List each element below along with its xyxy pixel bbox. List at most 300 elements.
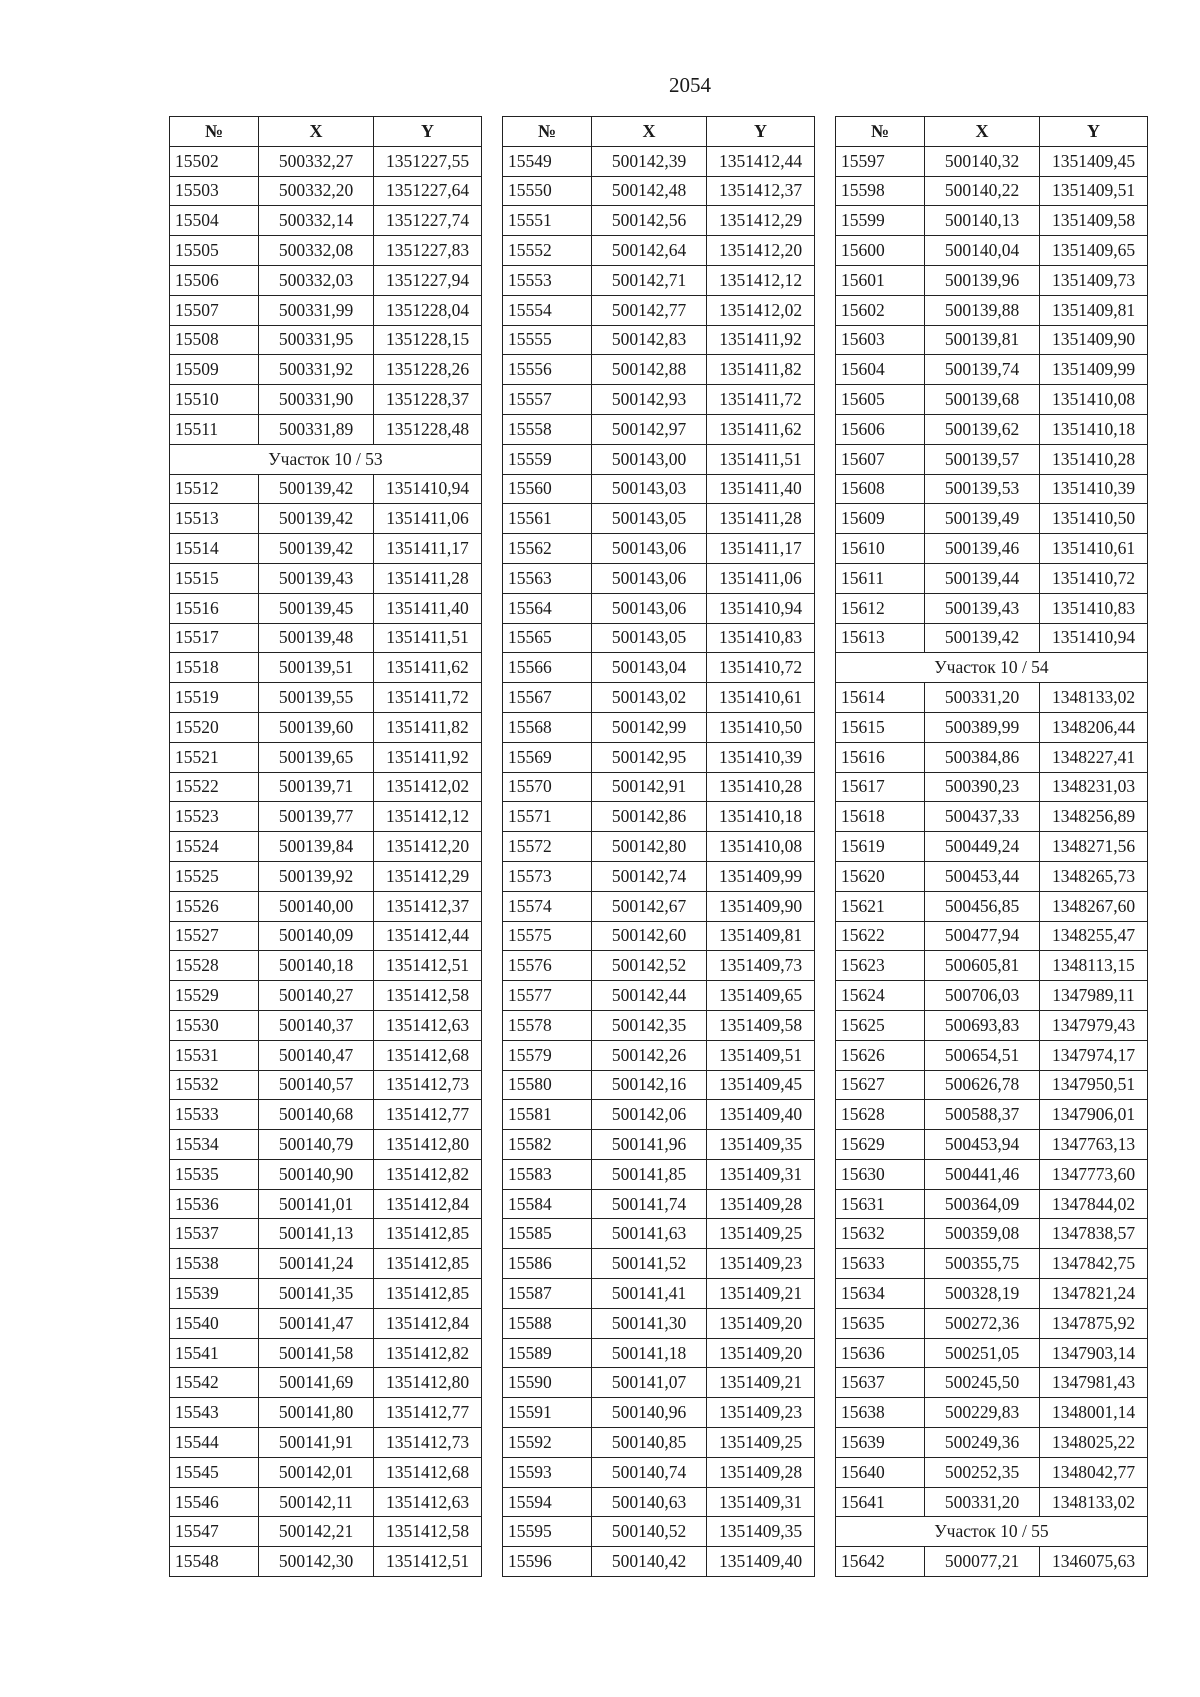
- cell-x: 500588,37: [925, 1100, 1040, 1130]
- cell-number: 15561: [503, 504, 592, 534]
- cell-x: 500140,27: [259, 981, 374, 1011]
- table-row: [170, 921, 482, 951]
- cell-y: 1351410,28: [1040, 444, 1148, 474]
- cell-number: 15542: [170, 1368, 259, 1398]
- cell-y: 1351409,58: [1040, 206, 1148, 236]
- cell-y: 1351410,83: [1040, 593, 1148, 623]
- table-row: [836, 1249, 1148, 1279]
- cell-number: 15606: [836, 414, 925, 444]
- cell-x: 500140,22: [925, 176, 1040, 206]
- cell-y: 1351412,73: [374, 1070, 482, 1100]
- table-row: [836, 206, 1148, 236]
- table-row: [836, 1279, 1148, 1309]
- table-row: [170, 534, 482, 564]
- cell-number: 15541: [170, 1338, 259, 1368]
- coordinates-table-right: [835, 116, 1148, 1577]
- section-title: Участок 10 / 54: [836, 653, 1148, 683]
- cell-number: 15570: [503, 772, 592, 802]
- table-row: [503, 1010, 815, 1040]
- cell-number: 15587: [503, 1279, 592, 1309]
- cell-x: 500359,08: [925, 1219, 1040, 1249]
- cell-y: 1351410,72: [707, 653, 815, 683]
- header-x: X: [259, 117, 374, 147]
- table-row: [170, 1219, 482, 1249]
- cell-x: 500140,37: [259, 1010, 374, 1040]
- cell-number: 15514: [170, 534, 259, 564]
- cell-number: 15553: [503, 265, 592, 295]
- table-row: [170, 951, 482, 981]
- cell-x: 500140,74: [592, 1457, 707, 1487]
- cell-number: 15546: [170, 1487, 259, 1517]
- table-row: [503, 1517, 815, 1547]
- cell-number: 15611: [836, 563, 925, 593]
- cell-x: 500143,05: [592, 504, 707, 534]
- cell-y: 1348001,14: [1040, 1398, 1148, 1428]
- table-row: [836, 683, 1148, 713]
- cell-number: 15574: [503, 891, 592, 921]
- cell-y: 1351409,40: [707, 1100, 815, 1130]
- table-row: [170, 1159, 482, 1189]
- cell-x: 500139,81: [925, 325, 1040, 355]
- cell-number: 15549: [503, 146, 592, 176]
- table-row: [170, 563, 482, 593]
- cell-x: 500141,13: [259, 1219, 374, 1249]
- cell-y: 1351409,90: [707, 891, 815, 921]
- cell-y: 1351412,02: [374, 772, 482, 802]
- cell-y: 1347981,43: [1040, 1368, 1148, 1398]
- cell-y: 1351411,92: [374, 742, 482, 772]
- header-x: X: [592, 117, 707, 147]
- cell-number: 15639: [836, 1428, 925, 1458]
- cell-number: 15520: [170, 712, 259, 742]
- table-row: [170, 683, 482, 713]
- cell-x: 500142,88: [592, 355, 707, 385]
- cell-x: 500140,18: [259, 951, 374, 981]
- cell-x: 500229,83: [925, 1398, 1040, 1428]
- cell-x: 500139,57: [925, 444, 1040, 474]
- cell-y: 1351412,12: [707, 265, 815, 295]
- cell-y: 1351412,82: [374, 1159, 482, 1189]
- table-row: [503, 1457, 815, 1487]
- cell-x: 500331,89: [259, 414, 374, 444]
- cell-y: 1348133,02: [1040, 683, 1148, 713]
- cell-x: 500142,77: [592, 295, 707, 325]
- table-row: [170, 176, 482, 206]
- cell-x: 500332,27: [259, 146, 374, 176]
- cell-number: 15510: [170, 385, 259, 415]
- page-number: 2054: [669, 73, 711, 97]
- table-row: [170, 295, 482, 325]
- cell-number: 15591: [503, 1398, 592, 1428]
- cell-y: 1351412,80: [374, 1368, 482, 1398]
- header-y: Y: [707, 117, 815, 147]
- cell-number: 15552: [503, 236, 592, 266]
- cell-y: 1351411,62: [374, 653, 482, 683]
- cell-number: 15516: [170, 593, 259, 623]
- cell-x: 500142,97: [592, 414, 707, 444]
- table-row: [836, 146, 1148, 176]
- table-row: [836, 802, 1148, 832]
- cell-number: 15508: [170, 325, 259, 355]
- cell-y: 1347842,75: [1040, 1249, 1148, 1279]
- cell-number: 15627: [836, 1070, 925, 1100]
- cell-number: 15504: [170, 206, 259, 236]
- cell-y: 1348206,44: [1040, 712, 1148, 742]
- cell-x: 500140,96: [592, 1398, 707, 1428]
- cell-number: 15513: [170, 504, 259, 534]
- cell-x: 500141,69: [259, 1368, 374, 1398]
- cell-x: 500245,50: [925, 1368, 1040, 1398]
- cell-x: 500142,67: [592, 891, 707, 921]
- table-row: [503, 534, 815, 564]
- cell-y: 1348133,02: [1040, 1487, 1148, 1517]
- cell-y: 1347875,92: [1040, 1308, 1148, 1338]
- cell-number: 15638: [836, 1398, 925, 1428]
- cell-number: 15562: [503, 534, 592, 564]
- cell-y: 1351409,35: [707, 1130, 815, 1160]
- cell-x: 500143,05: [592, 623, 707, 653]
- cell-number: 15573: [503, 861, 592, 891]
- cell-number: 15610: [836, 534, 925, 564]
- table-row: [170, 146, 482, 176]
- cell-number: 15545: [170, 1457, 259, 1487]
- cell-x: 500140,79: [259, 1130, 374, 1160]
- cell-y: 1351412,82: [374, 1338, 482, 1368]
- cell-x: 500654,51: [925, 1040, 1040, 1070]
- cell-y: 1351228,48: [374, 414, 482, 444]
- cell-y: 1351412,20: [374, 832, 482, 862]
- cell-number: 15540: [170, 1308, 259, 1338]
- cell-number: 15577: [503, 981, 592, 1011]
- table-row: [836, 1457, 1148, 1487]
- table-row: [836, 325, 1148, 355]
- cell-y: 1351409,90: [1040, 325, 1148, 355]
- cell-number: 15539: [170, 1279, 259, 1309]
- table-row: [836, 1338, 1148, 1368]
- cell-y: 1351411,51: [374, 623, 482, 653]
- cell-x: 500140,47: [259, 1040, 374, 1070]
- cell-y: 1351412,29: [707, 206, 815, 236]
- cell-y: 1348042,77: [1040, 1457, 1148, 1487]
- cell-number: 15586: [503, 1249, 592, 1279]
- cell-number: 15604: [836, 355, 925, 385]
- table-row: [503, 1428, 815, 1458]
- table-row: [170, 1279, 482, 1309]
- cell-x: 500626,78: [925, 1070, 1040, 1100]
- table-row: [170, 1398, 482, 1428]
- cell-y: 1351412,85: [374, 1279, 482, 1309]
- cell-x: 500140,09: [259, 921, 374, 951]
- cell-y: 1351412,44: [707, 146, 815, 176]
- table-row: [836, 891, 1148, 921]
- table-row: [836, 236, 1148, 266]
- cell-x: 500139,43: [925, 593, 1040, 623]
- table-row: [503, 802, 815, 832]
- table-row: [503, 1487, 815, 1517]
- table-row: [836, 951, 1148, 981]
- cell-number: 15631: [836, 1189, 925, 1219]
- cell-y: 1347979,43: [1040, 1010, 1148, 1040]
- cell-number: 15578: [503, 1010, 592, 1040]
- cell-y: 1351227,83: [374, 236, 482, 266]
- table-row: [170, 891, 482, 921]
- cell-number: 15509: [170, 355, 259, 385]
- table-row: [503, 295, 815, 325]
- table-row: [170, 802, 482, 832]
- cell-number: 15588: [503, 1308, 592, 1338]
- cell-x: 500141,52: [592, 1249, 707, 1279]
- cell-x: 500142,80: [592, 832, 707, 862]
- table-row: [836, 1010, 1148, 1040]
- cell-y: 1351409,45: [1040, 146, 1148, 176]
- table-row: [503, 1159, 815, 1189]
- cell-x: 500384,86: [925, 742, 1040, 772]
- section-row: [836, 1517, 1148, 1547]
- cell-x: 500140,57: [259, 1070, 374, 1100]
- cell-x: 500139,42: [259, 474, 374, 504]
- cell-number: 15640: [836, 1457, 925, 1487]
- cell-number: 15605: [836, 385, 925, 415]
- table-row: [503, 146, 815, 176]
- cell-x: 500143,06: [592, 563, 707, 593]
- cell-number: 15533: [170, 1100, 259, 1130]
- cell-x: 500142,06: [592, 1100, 707, 1130]
- table-row: [836, 1308, 1148, 1338]
- cell-number: 15622: [836, 921, 925, 951]
- cell-y: 1351412,77: [374, 1398, 482, 1428]
- cell-y: 1351412,63: [374, 1487, 482, 1517]
- cell-y: 1351409,20: [707, 1308, 815, 1338]
- cell-y: 1351412,85: [374, 1249, 482, 1279]
- table-row: [170, 1457, 482, 1487]
- cell-y: 1351412,20: [707, 236, 815, 266]
- cell-number: 15596: [503, 1547, 592, 1577]
- cell-x: 500331,20: [925, 1487, 1040, 1517]
- cell-x: 500141,47: [259, 1308, 374, 1338]
- cell-y: 1351410,28: [707, 772, 815, 802]
- cell-number: 15625: [836, 1010, 925, 1040]
- cell-x: 500141,58: [259, 1338, 374, 1368]
- cell-number: 15556: [503, 355, 592, 385]
- cell-y: 1351409,31: [707, 1159, 815, 1189]
- cell-number: 15535: [170, 1159, 259, 1189]
- cell-x: 500139,51: [259, 653, 374, 683]
- cell-x: 500142,83: [592, 325, 707, 355]
- table-row: [503, 176, 815, 206]
- cell-number: 15521: [170, 742, 259, 772]
- cell-x: 500477,94: [925, 921, 1040, 951]
- cell-number: 15527: [170, 921, 259, 951]
- table-row: [836, 414, 1148, 444]
- cell-number: 15551: [503, 206, 592, 236]
- cell-x: 500272,36: [925, 1308, 1040, 1338]
- table-row: [836, 265, 1148, 295]
- table-row: [503, 981, 815, 1011]
- cell-x: 500605,81: [925, 951, 1040, 981]
- table-row: [170, 712, 482, 742]
- cell-number: 15600: [836, 236, 925, 266]
- table-row: [836, 1428, 1148, 1458]
- cell-x: 500142,16: [592, 1070, 707, 1100]
- cell-y: 1351411,62: [707, 414, 815, 444]
- cell-number: 15531: [170, 1040, 259, 1070]
- cell-number: 15608: [836, 474, 925, 504]
- cell-y: 1351412,77: [374, 1100, 482, 1130]
- table-row: [836, 1398, 1148, 1428]
- cell-number: 15641: [836, 1487, 925, 1517]
- coordinates-table-left: [169, 116, 482, 1577]
- cell-x: 500142,21: [259, 1517, 374, 1547]
- cell-x: 500143,04: [592, 653, 707, 683]
- cell-number: 15502: [170, 146, 259, 176]
- cell-y: 1347773,60: [1040, 1159, 1148, 1189]
- cell-number: 15613: [836, 623, 925, 653]
- cell-number: 15547: [170, 1517, 259, 1547]
- cell-number: 15528: [170, 951, 259, 981]
- cell-number: 15576: [503, 951, 592, 981]
- table-row: [170, 1338, 482, 1368]
- table-row: [170, 861, 482, 891]
- cell-x: 500453,44: [925, 861, 1040, 891]
- cell-number: 15564: [503, 593, 592, 623]
- cell-number: 15603: [836, 325, 925, 355]
- table-row: [503, 653, 815, 683]
- table-row: [170, 623, 482, 653]
- cell-number: 15630: [836, 1159, 925, 1189]
- table-row: [170, 325, 482, 355]
- cell-y: 1351411,40: [374, 593, 482, 623]
- cell-x: 500140,04: [925, 236, 1040, 266]
- cell-number: 15555: [503, 325, 592, 355]
- cell-x: 500139,49: [925, 504, 1040, 534]
- table-row: [503, 206, 815, 236]
- cell-number: 15594: [503, 1487, 592, 1517]
- cell-x: 500441,46: [925, 1159, 1040, 1189]
- cell-x: 500142,52: [592, 951, 707, 981]
- cell-number: 15637: [836, 1368, 925, 1398]
- cell-number: 15579: [503, 1040, 592, 1070]
- cell-x: 500077,21: [925, 1547, 1040, 1577]
- cell-x: 500141,96: [592, 1130, 707, 1160]
- cell-x: 500456,85: [925, 891, 1040, 921]
- cell-x: 500331,99: [259, 295, 374, 325]
- cell-y: 1351409,45: [707, 1070, 815, 1100]
- cell-y: 1351228,26: [374, 355, 482, 385]
- table-row: [836, 504, 1148, 534]
- table-row: [503, 772, 815, 802]
- cell-number: 15572: [503, 832, 592, 862]
- cell-x: 500141,24: [259, 1249, 374, 1279]
- cell-y: 1351411,72: [374, 683, 482, 713]
- cell-y: 1351412,51: [374, 1547, 482, 1577]
- cell-y: 1351411,17: [374, 534, 482, 564]
- table-row: [503, 1368, 815, 1398]
- table-row: [836, 1070, 1148, 1100]
- table-row: [503, 1308, 815, 1338]
- cell-y: 1351410,83: [707, 623, 815, 653]
- cell-x: 500141,91: [259, 1428, 374, 1458]
- table-row: [503, 385, 815, 415]
- table-row: [836, 444, 1148, 474]
- cell-y: 1351411,06: [374, 504, 482, 534]
- table-row: [503, 1100, 815, 1130]
- cell-number: 15511: [170, 414, 259, 444]
- table-row: [170, 385, 482, 415]
- table-row: [170, 653, 482, 683]
- cell-number: 15526: [170, 891, 259, 921]
- table-row: [170, 474, 482, 504]
- cell-y: 1351409,28: [707, 1189, 815, 1219]
- cell-y: 1351409,58: [707, 1010, 815, 1040]
- cell-y: 1348231,03: [1040, 772, 1148, 802]
- cell-x: 500140,85: [592, 1428, 707, 1458]
- cell-y: 1347974,17: [1040, 1040, 1148, 1070]
- cell-y: 1351228,37: [374, 385, 482, 415]
- cell-x: 500142,01: [259, 1457, 374, 1487]
- table-row: [836, 623, 1148, 653]
- cell-x: 500355,75: [925, 1249, 1040, 1279]
- cell-y: 1351410,94: [374, 474, 482, 504]
- table-row: [836, 712, 1148, 742]
- cell-x: 500143,03: [592, 474, 707, 504]
- cell-x: 500142,30: [259, 1547, 374, 1577]
- table-row: [503, 683, 815, 713]
- cell-number: 15575: [503, 921, 592, 951]
- table-row: [836, 1368, 1148, 1398]
- cell-y: 1347950,51: [1040, 1070, 1148, 1100]
- cell-x: 500142,64: [592, 236, 707, 266]
- cell-x: 500142,56: [592, 206, 707, 236]
- cell-y: 1351410,08: [707, 832, 815, 862]
- cell-y: 1346075,63: [1040, 1547, 1148, 1577]
- table-row: [170, 1010, 482, 1040]
- table-header-row: [503, 117, 815, 147]
- cell-number: 15635: [836, 1308, 925, 1338]
- table-row: [170, 1040, 482, 1070]
- cell-number: 15597: [836, 146, 925, 176]
- table-row: [836, 832, 1148, 862]
- table-row: [503, 1338, 815, 1368]
- cell-y: 1351227,74: [374, 206, 482, 236]
- cell-y: 1351411,17: [707, 534, 815, 564]
- cell-number: 15585: [503, 1219, 592, 1249]
- cell-number: 15550: [503, 176, 592, 206]
- table-row: [836, 563, 1148, 593]
- table-row: [170, 832, 482, 862]
- cell-y: 1351409,81: [1040, 295, 1148, 325]
- table-row: [836, 176, 1148, 206]
- cell-x: 500139,71: [259, 772, 374, 802]
- cell-y: 1351227,94: [374, 265, 482, 295]
- cell-x: 500139,68: [925, 385, 1040, 415]
- table-row: [503, 1130, 815, 1160]
- cell-x: 500332,08: [259, 236, 374, 266]
- section-title: Участок 10 / 53: [170, 444, 482, 474]
- cell-x: 500142,93: [592, 385, 707, 415]
- table-row: [170, 1100, 482, 1130]
- header-y: Y: [374, 117, 482, 147]
- cell-number: 15517: [170, 623, 259, 653]
- cell-y: 1347838,57: [1040, 1219, 1148, 1249]
- cell-number: 15592: [503, 1428, 592, 1458]
- cell-y: 1351411,92: [707, 325, 815, 355]
- cell-number: 15642: [836, 1547, 925, 1577]
- cell-x: 500142,39: [592, 146, 707, 176]
- table-row: [836, 295, 1148, 325]
- table-row: [503, 504, 815, 534]
- table-row: [503, 1040, 815, 1070]
- cell-x: 500140,32: [925, 146, 1040, 176]
